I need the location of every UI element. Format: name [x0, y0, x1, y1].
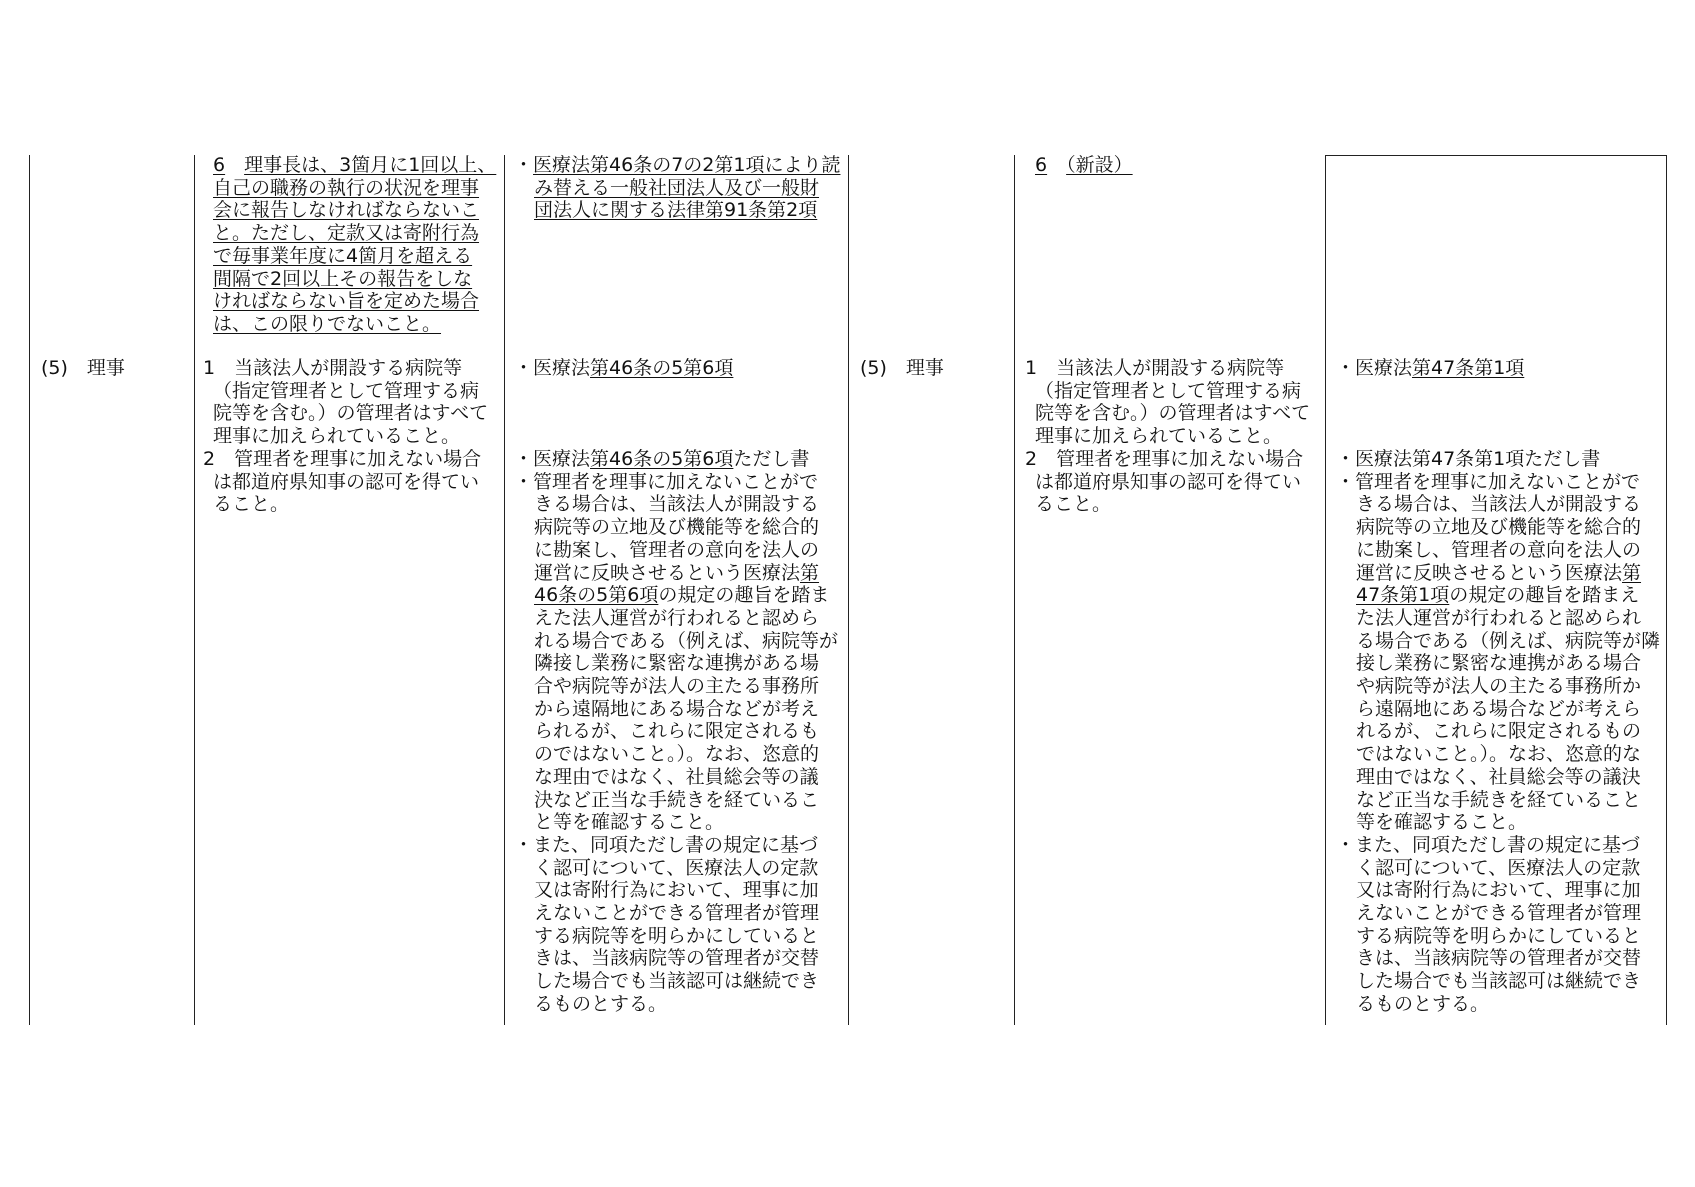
text-segment: ただし書: [733, 448, 810, 470]
underlined-text: は、この限りでないこと。: [213, 312, 442, 335]
underlined-text: で毎事業年度に4箇月を超える: [213, 244, 473, 267]
underlined-text: 第: [800, 561, 820, 584]
underlined-text: 6: [213, 154, 226, 176]
text-line: ・管理者を理事に加えないことがで: [1336, 470, 1641, 493]
text-line: ること。: [213, 493, 290, 516]
text-line: 等を確認すること。: [1356, 811, 1528, 834]
text-line: [534, 199, 817, 222]
text-line: く認可について、医療法人の定款: [1356, 856, 1641, 879]
text-segment: の規定の趣旨を踏ま: [658, 584, 830, 607]
text-line: [514, 154, 840, 177]
text-line: と等を確認すること。: [534, 811, 725, 834]
text-line: ・また、同項ただし書の規定に基づ: [514, 833, 819, 856]
text-line: 理事に加えられていること。: [213, 425, 461, 448]
text-line: るものとする。: [1356, 992, 1490, 1015]
text-line: （指定管理者として管理する病: [213, 379, 480, 402]
text-line: えた法人運営が行われると認めら: [534, 606, 820, 629]
text-line: [534, 177, 819, 200]
text-line: に勘案し、管理者の意向を法人の: [1356, 538, 1642, 561]
text-line: 合や病院等が法人の主たる事務所: [534, 675, 820, 697]
text-segment: 運営に反映させるという医療法: [1356, 561, 1623, 584]
text-line: は都道府県知事の認可を得てい: [1035, 470, 1302, 493]
text-line: [534, 562, 819, 585]
text-line: [213, 290, 479, 313]
text-line: きる場合は、当該法人が開設する: [534, 493, 820, 516]
text-line: きは、当該病院等の管理者が交替: [1356, 947, 1642, 970]
text-line: [213, 154, 496, 177]
column-divider: [29, 155, 30, 1025]
text-segment: ・医療法: [514, 448, 591, 470]
underlined-text: 理事長は、3箇月に1回以上、: [244, 154, 497, 176]
text-line: えないことができる管理者が管理: [534, 902, 820, 924]
text-line: られるが、これらに限定されるも: [534, 720, 820, 743]
text-line: 決など正当な手続きを経ているこ: [534, 788, 820, 811]
underlined-text: 間隔で2回以上その報告をしな: [213, 267, 473, 290]
text-line: に勘案し、管理者の意向を法人の: [534, 538, 820, 561]
text-segment: の規定の趣旨を踏まえ: [1449, 584, 1640, 607]
text-segment: ・医療法: [1336, 357, 1413, 379]
text-line: ら遠隔地にある場合などが考えら: [1356, 697, 1642, 720]
underlined-text: 第47条第1項: [1412, 357, 1525, 379]
text-line: [213, 313, 441, 336]
text-line: (5) 理事: [41, 357, 125, 379]
text-segment: ・: [514, 154, 534, 176]
text-line: [213, 222, 479, 245]
underlined-text: 46条の5第6項: [534, 584, 659, 607]
text-line: ること。: [1035, 493, 1112, 516]
text-line: 理由ではなく、社員総会等の議決: [1356, 765, 1641, 788]
text-line: 接し業務に緊密な連携がある場合: [1356, 652, 1642, 675]
underlined-text: 会に報告しなければならないこ: [213, 199, 480, 222]
underlined-text: 第46条の5第6項: [590, 448, 734, 470]
text-line: 理事に加えられていること。: [1035, 425, 1283, 448]
text-line: [534, 584, 829, 607]
text-line: [1336, 357, 1524, 380]
text-line: 1 当該法人が開設する病院等: [203, 357, 463, 379]
text-line: きる場合は、当該法人が開設する: [1356, 493, 1642, 516]
text-line: ・医療法第47条第1項ただし書: [1336, 448, 1601, 470]
text-line: は都道府県知事の認可を得てい: [213, 470, 480, 493]
text-line: から遠隔地にある場合などが考え: [534, 697, 820, 720]
column-divider: [1014, 155, 1015, 1025]
text-line: [213, 177, 479, 200]
text-line: (5) 理事: [860, 357, 944, 379]
text-line: ではないこと。）。なお、恣意的な: [1356, 743, 1642, 766]
underlined-text: 第46条の5第6項: [590, 357, 734, 379]
text-line: ・管理者を理事に加えないことがで: [514, 470, 819, 493]
text-line: 院等を含む。）の管理者はすべて: [1035, 402, 1311, 425]
text-line: した場合でも当該認可は継続でき: [1356, 970, 1642, 993]
text-line: 病院等の立地及び機能等を総合的: [1356, 516, 1642, 539]
text-line: した場合でも当該認可は継続でき: [534, 970, 820, 993]
column-divider: [194, 155, 195, 1025]
text-line: れる場合である（例えば、病院等が: [534, 629, 839, 652]
text-line: な理由ではなく、社員総会等の議: [534, 765, 819, 788]
text-line: 又は寄附行為において、理事に加: [534, 879, 819, 902]
text-line: た法人運営が行われると認められ: [1356, 606, 1642, 629]
underlined-text: 医療法第46条の7の2第1項により読: [533, 154, 841, 176]
text-line: ・また、同項ただし書の規定に基づ: [1336, 833, 1641, 856]
text-line: （指定管理者として管理する病: [1035, 379, 1302, 402]
text-line: [213, 245, 472, 268]
text-line: 1 当該法人が開設する病院等: [1025, 357, 1285, 379]
text-line: など正当な手続きを経ていること: [1356, 788, 1642, 811]
text-line: れるが、これらに限定されるもの: [1356, 720, 1642, 743]
text-line: るものとする。: [534, 992, 668, 1015]
text-line: のではないこと。）。なお、恣意的: [534, 743, 820, 766]
underlined-text: と。ただし、定款又は寄附行為: [213, 222, 480, 245]
text-line: 2 管理者を理事に加えない場合: [1025, 447, 1304, 470]
column-divider: [1325, 155, 1326, 1025]
column-divider: [848, 155, 849, 1025]
column-divider: [1666, 155, 1667, 1025]
text-line: [1356, 562, 1641, 585]
text-segment: ・医療法: [514, 357, 591, 379]
text-line: [514, 357, 733, 380]
text-line: [213, 199, 479, 222]
text-line: [514, 448, 809, 471]
underlined-text: 自己の職務の執行の状況を理事: [213, 176, 480, 199]
underlined-text: （新設）: [1066, 154, 1133, 176]
text-line: 又は寄附行為において、理事に加: [1356, 879, 1641, 902]
text-line: く認可について、医療法人の定款: [534, 856, 819, 879]
underlined-text: 第: [1622, 561, 1642, 584]
underlined-text: ければならない旨を定めた場合: [213, 290, 480, 313]
underlined-text: 47条第1項: [1356, 584, 1450, 607]
text-line: えないことができる管理者が管理: [1356, 902, 1642, 924]
text-line: [213, 268, 472, 291]
text-segment: [1047, 154, 1066, 176]
text-line: きは、当該病院等の管理者が交替: [534, 947, 820, 970]
underlined-text: 団法人に関する法律第91条第2項: [534, 199, 818, 222]
text-segment: 運営に反映させるという医療法: [534, 561, 801, 584]
text-line: [1035, 154, 1133, 177]
text-line: や病院等が法人の主たる事務所か: [1356, 675, 1642, 697]
column-divider: [504, 155, 505, 1025]
text-line: 病院等の立地及び機能等を総合的: [534, 516, 820, 539]
underlined-text: み替える一般社団法人及び一般財: [534, 176, 820, 199]
box-top-border: [1325, 155, 1667, 156]
text-line: する病院等を明らかにしていると: [534, 924, 820, 947]
text-line: 院等を含む。）の管理者はすべて: [213, 402, 489, 425]
text-line: する病院等を明らかにしていると: [1356, 924, 1642, 947]
text-line: 2 管理者を理事に加えない場合: [203, 447, 482, 470]
text-line: 隣接し業務に緊密な連携がある場: [534, 652, 820, 675]
text-line: [1356, 584, 1639, 607]
text-segment: [225, 154, 244, 176]
text-line: る場合である（例えば、病院等が隣: [1356, 629, 1661, 652]
underlined-text: 6: [1035, 154, 1048, 176]
